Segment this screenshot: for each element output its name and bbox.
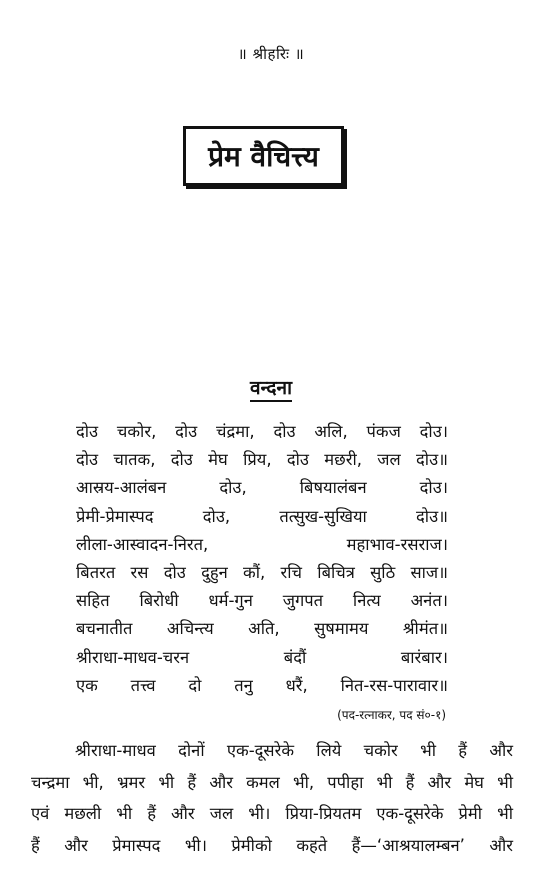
- verse-line: प्रेमी-प्रेमास्पद दोउ, तत्सुख-सुखिया दोउ॥: [76, 506, 448, 526]
- verse-line: दोउ चातक, दोउ मेघ प्रिय, दोउ मछरी, जल दोउ॥: [76, 450, 448, 470]
- section-heading: [0, 374, 542, 400]
- paragraph-line: हैं और प्रेमास्पद भी। प्रेमीको कहते हैं—‘आश्रयालम्बन’ और: [31, 835, 513, 855]
- paragraph-line: एवं मछली भी हैं और जल भी। प्रिया-प्रियतम एक-दूसरेके प्रेमी भी: [31, 804, 513, 823]
- verse-line: श्रीराधा-माधव-चरन बंदौं बारंबार।: [76, 647, 448, 667]
- page-header: ॥ श्रीहरिः ॥: [237, 45, 305, 63]
- verse-block: [76, 418, 448, 700]
- verse-line: दोउ चकोर, दोउ चंद्रमा, दोउ अलि, पंकज दोउ।: [76, 422, 448, 441]
- paragraph-line: चन्द्रमा भी, भ्रमर भी हैं और कमल भी, पपीहा भी हैं और मेघ भी: [31, 772, 513, 792]
- body-paragraph: [31, 735, 513, 861]
- verse-line: सहित बिरोधी धर्म-गुन जुगपत नित्य अनंत।: [76, 591, 448, 611]
- page-title: प्रेम वैचित्त्य: [208, 140, 319, 173]
- verse-line: एक तत्त्व दो तनु धरैं, नित-रस-पारावार॥: [76, 675, 448, 695]
- verse-line: लीला-आस्वादन-निरत, महाभाव-रसराज।: [76, 534, 448, 554]
- section-title: वन्दना: [250, 377, 292, 402]
- verse-line: बचनातीत अचिन्त्य अति, सुषमामय श्रीमंत॥: [76, 619, 448, 639]
- verse-line: बितरत रस दोउ दुहुन कौं, रचि बिचित्र सुठि साज॥: [76, 562, 448, 582]
- title-box: [183, 126, 344, 186]
- paragraph-line: श्रीराधा-माधव दोनों एक-दूसरेके लिये चकोर भी हैं और: [75, 741, 513, 760]
- verse-source: (पद-रत्नाकर, पद सं०-१): [337, 708, 446, 722]
- verse-line: आस्रय-आलंबन दोउ, बिषयालंबन दोउ।: [76, 478, 448, 498]
